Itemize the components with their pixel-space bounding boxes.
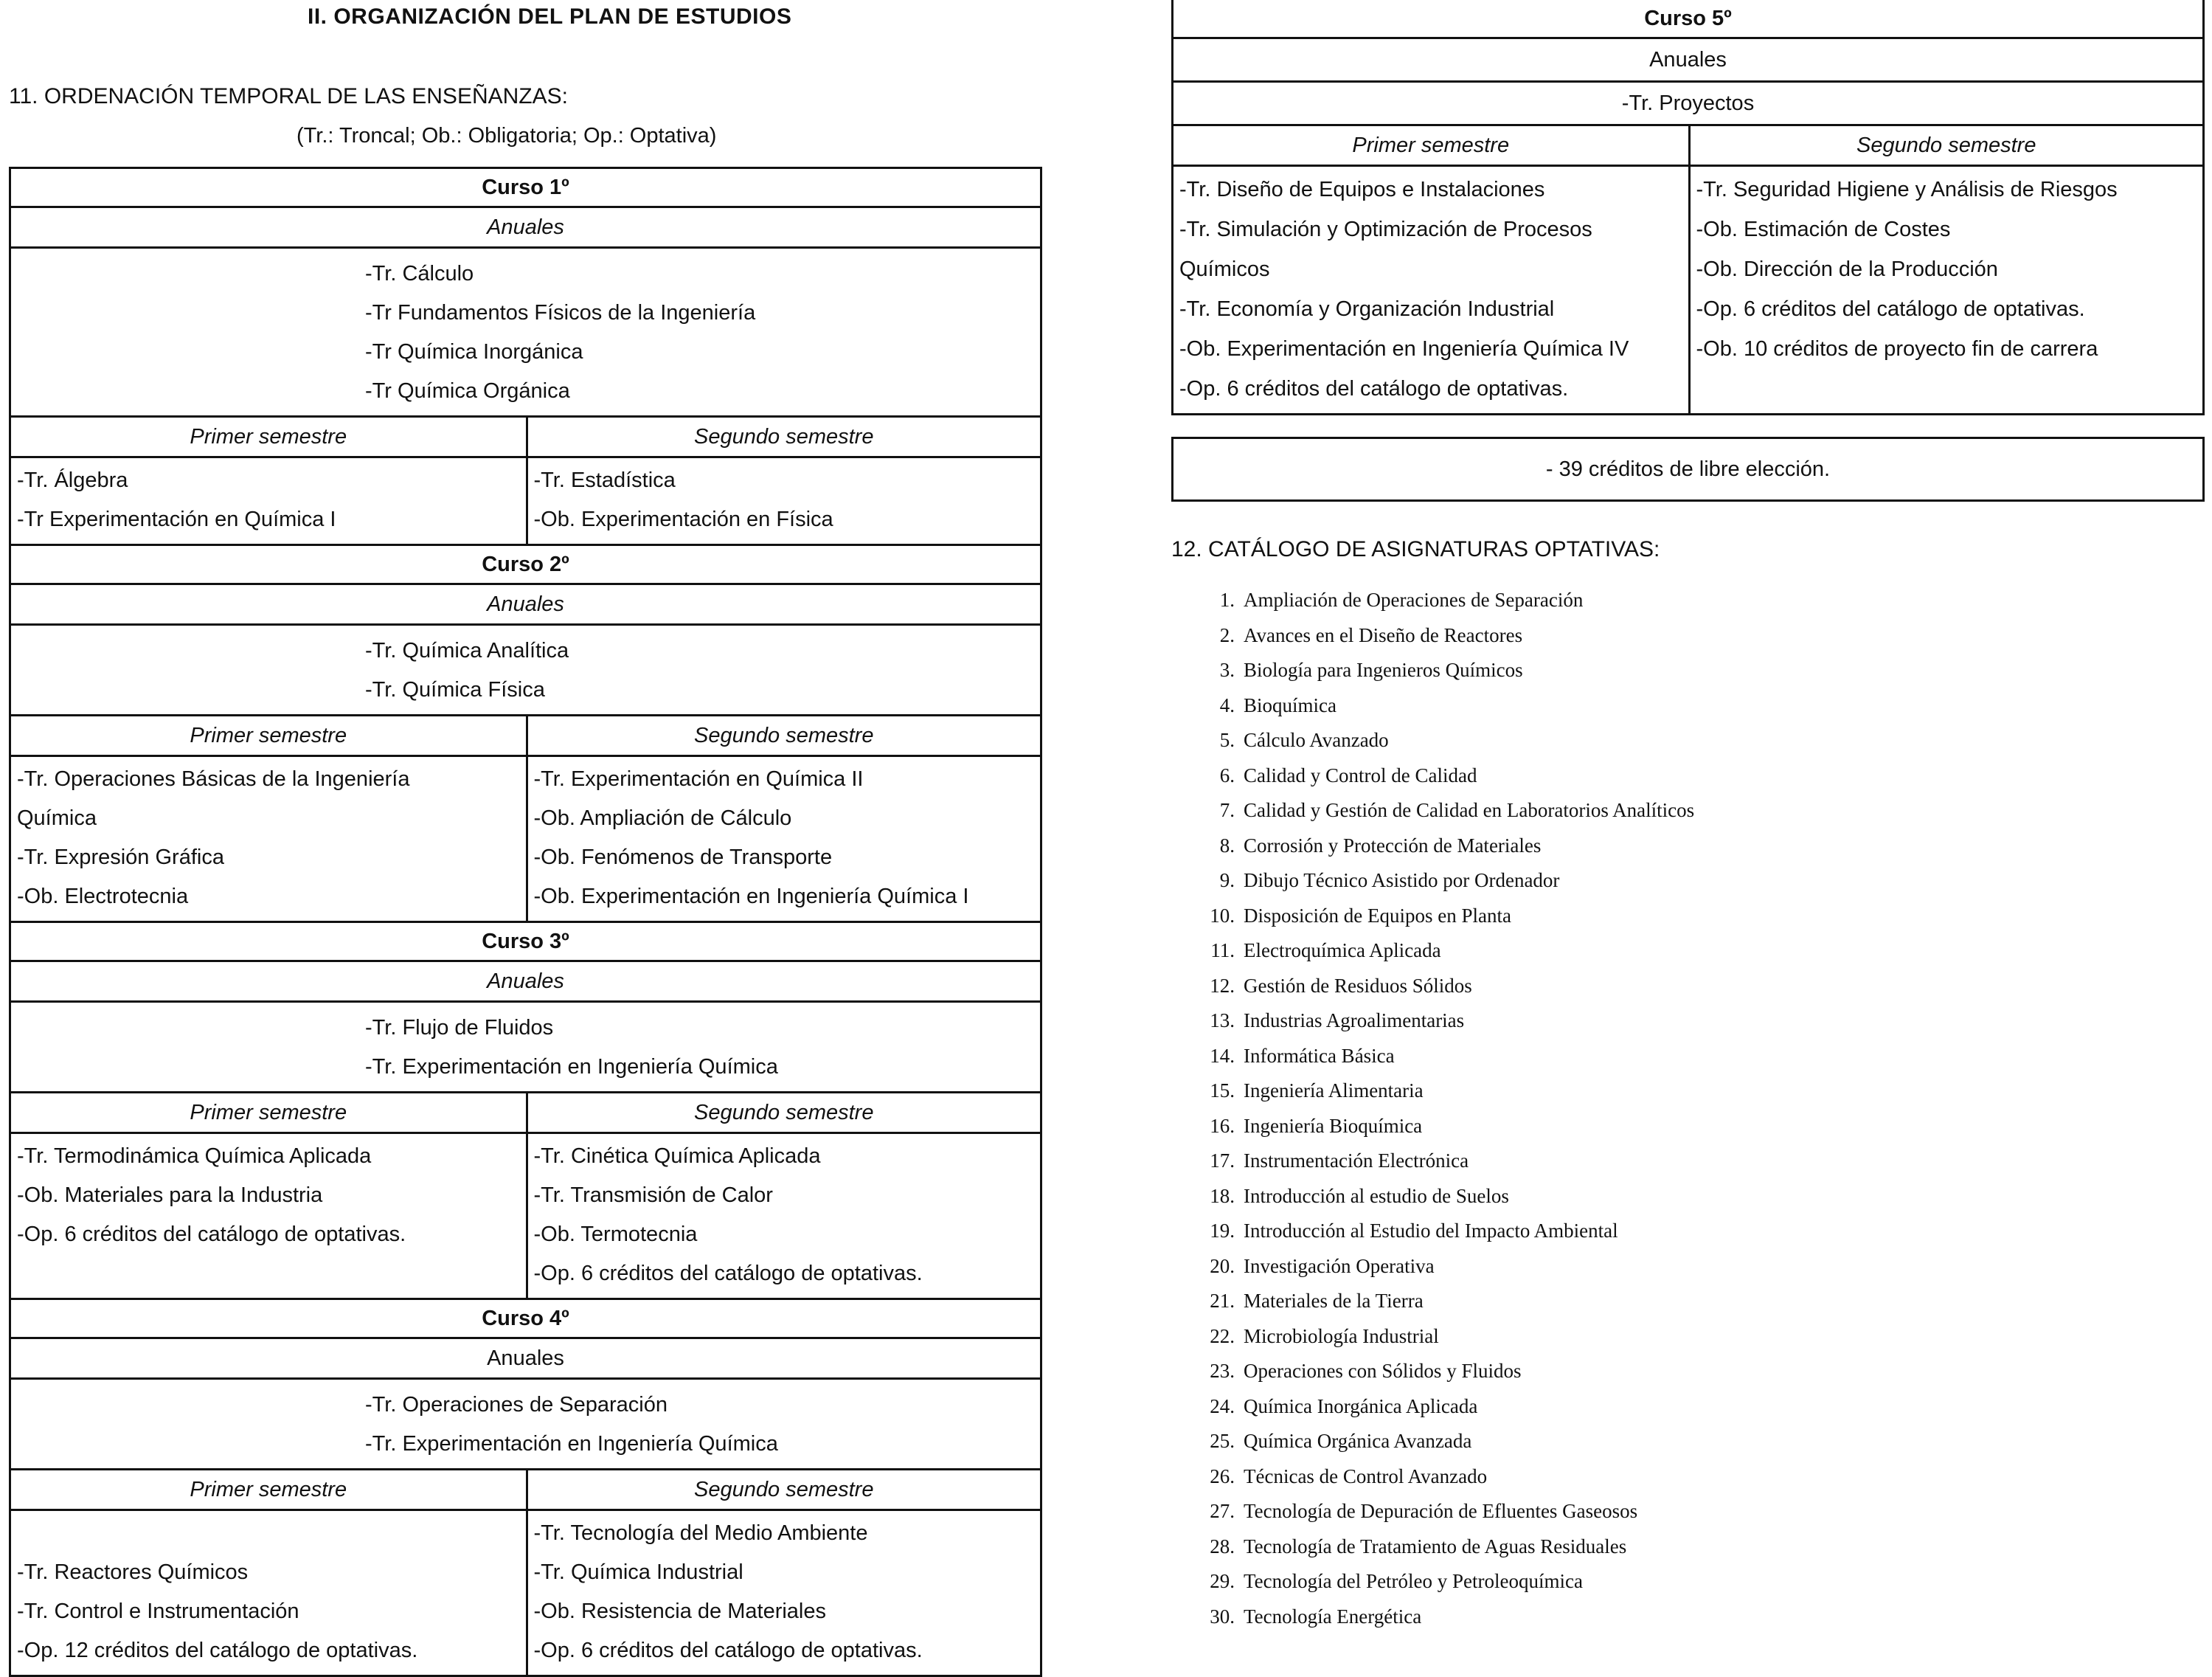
course-2-anuales-list xyxy=(11,626,1040,716)
list-item: -Ob. 10 créditos de proyecto fin de carrera xyxy=(1696,337,2098,361)
course-2-anuales-header: Anuales xyxy=(11,585,1040,626)
course-1-anuales-header: Anuales xyxy=(11,208,1040,249)
catalog-item-number: 24. xyxy=(1210,1394,1235,1417)
list-item: -Ob. Experimentación en Física xyxy=(533,508,833,531)
catalog-item xyxy=(1192,723,1694,758)
catalog-item-number: 15. xyxy=(1210,1079,1235,1102)
catalog-item xyxy=(1192,1529,1694,1565)
list-item: -Op. 6 créditos del catálogo de optativas. xyxy=(17,1223,406,1246)
catalog-item-title: Introducción al Estudio del Impacto Ambiental xyxy=(1244,1220,1618,1242)
catalog-item xyxy=(1192,1494,1694,1529)
catalog-item-title: Calidad y Control de Calidad xyxy=(1244,764,1477,786)
catalog-item-title: Industrias Agroalimentarias xyxy=(1244,1009,1465,1031)
list-item: Química xyxy=(17,806,97,830)
catalog-item-title: Avances en el Diseño de Reactores xyxy=(1244,623,1523,646)
list-item: -Op. 6 créditos del catálogo de optativas. xyxy=(1179,377,1569,401)
catalog-item-title: Introducción al estudio de Suelos xyxy=(1244,1184,1509,1207)
segundo-semestre-list xyxy=(526,757,1041,921)
segundo-semestre-list xyxy=(526,1511,1041,1675)
list-item: -Tr. Experimentación en Ingeniería Química xyxy=(365,1055,778,1079)
catalog-item xyxy=(1192,1564,1694,1600)
catalog-item-number: 10. xyxy=(1210,904,1235,927)
primer-semestre-list xyxy=(11,757,526,921)
catalog-item xyxy=(1192,1354,1694,1389)
catalog-item-title: Técnicas de Control Avanzado xyxy=(1244,1465,1488,1487)
catalog-item-title: Biología para Ingenieros Químicos xyxy=(1244,659,1523,681)
list-item: -Ob. Dirección de la Producción xyxy=(1696,257,1998,281)
catalog-item xyxy=(1192,969,1694,1004)
catalog-item-title: Operaciones con Sólidos y Fluidos xyxy=(1244,1360,1522,1382)
catalog-item-number: 5. xyxy=(1219,729,1235,751)
catalog-item-number: 22. xyxy=(1210,1324,1235,1347)
course-2-semester-body xyxy=(11,757,1040,923)
catalog-item xyxy=(1192,1109,1694,1144)
list-item: -Tr. Química Analítica xyxy=(365,639,569,663)
list-item: -Tr. Química Industrial xyxy=(533,1560,743,1584)
list-item: -Tr. Cinética Química Aplicada xyxy=(533,1144,821,1168)
primer-semestre-header: Primer semestre xyxy=(190,724,347,747)
catalog-item xyxy=(1192,1003,1694,1039)
catalog-item-number: 28. xyxy=(1210,1535,1235,1557)
catalog-item xyxy=(1192,1389,1694,1425)
catalog-item-title: Instrumentación Electrónica xyxy=(1244,1149,1469,1172)
list-item: -Tr. Seguridad Higiene y Análisis de Riesgos xyxy=(1696,178,2118,201)
course-5-title: Curso 5º xyxy=(1173,0,2202,39)
catalog-item-number: 1. xyxy=(1219,589,1235,611)
catalog-item xyxy=(1192,653,1694,688)
course-3-semester-header xyxy=(11,1093,1040,1134)
segundo-semestre-header: Segundo semestre xyxy=(1688,126,2203,165)
list-item: -Tr. Diseño de Equipos e Instalaciones xyxy=(1179,178,1545,201)
catalog-item-number: 29. xyxy=(1210,1570,1235,1592)
catalog-item-title: Ingeniería Alimentaria xyxy=(1244,1079,1424,1102)
catalog-item-title: Dibujo Técnico Asistido por Ordenador xyxy=(1244,869,1560,891)
catalog-item-title: Materiales de la Tierra xyxy=(1244,1290,1424,1312)
list-item: -Tr Experimentación en Química I xyxy=(17,508,336,531)
catalog-item-number: 3. xyxy=(1219,659,1235,681)
segundo-semestre-header: Segundo semestre xyxy=(526,418,1041,456)
primer-semestre-list xyxy=(11,1134,526,1298)
catalog-item-number: 2. xyxy=(1219,623,1235,646)
libre-eleccion-box: - 39 créditos de libre elección. xyxy=(1171,437,2205,502)
catalog-item-title: Tecnología de Tratamiento de Aguas Residuales xyxy=(1244,1535,1627,1557)
section-12-title: 12. CATÁLOGO DE ASIGNATURAS OPTATIVAS: xyxy=(1171,537,1660,561)
list-item: -Tr. Estadística xyxy=(533,468,676,492)
primer-semestre-list xyxy=(11,1511,526,1675)
list-item: -Tr. Operaciones Básicas de la Ingeniería xyxy=(17,767,410,791)
catalog-item-title: Microbiología Industrial xyxy=(1244,1324,1439,1347)
list-item: -Tr. Operaciones de Separación xyxy=(365,1393,668,1417)
catalog-item-title: Ingeniería Bioquímica xyxy=(1244,1114,1423,1137)
catalog-item xyxy=(1192,1284,1694,1319)
list-item: -Op. 6 créditos del catálogo de optativas. xyxy=(533,1262,923,1285)
catalog-item-number: 26. xyxy=(1210,1465,1235,1487)
list-item: -Tr. Simulación y Optimización de Procesos xyxy=(1179,218,1592,241)
catalog-item-title: Disposición de Equipos en Planta xyxy=(1244,904,1511,927)
catalog-item-title: Gestión de Residuos Sólidos xyxy=(1244,974,1472,997)
catalog-item-number: 7. xyxy=(1219,799,1235,821)
list-item: -Tr. Experimentación en Química II xyxy=(533,767,864,791)
course-5-anuales-header: Anuales xyxy=(1173,39,2202,83)
catalog-item-title: Química Orgánica Avanzada xyxy=(1244,1430,1472,1452)
catalog-item xyxy=(1192,1073,1694,1109)
catalog-item xyxy=(1192,1214,1694,1249)
catalog-item xyxy=(1192,618,1694,654)
list-item: -Ob. Estimación de Costes xyxy=(1696,218,1951,241)
list-item xyxy=(17,1514,526,1553)
optativas-catalog-list xyxy=(1192,583,1694,1634)
course-5-table xyxy=(1171,0,2205,415)
catalog-item-title: Química Inorgánica Aplicada xyxy=(1244,1394,1478,1417)
course-4-anuales-header: Anuales xyxy=(11,1339,1040,1380)
catalog-item-number: 6. xyxy=(1219,764,1235,786)
course-1-title: Curso 1º xyxy=(11,169,1040,208)
segundo-semestre-header: Segundo semestre xyxy=(526,716,1041,755)
catalog-item xyxy=(1192,1459,1694,1495)
course-3-anuales-list xyxy=(11,1003,1040,1093)
catalog-item-title: Calidad y Gestión de Calidad en Laboratorios Analíticos xyxy=(1244,799,1695,821)
course-4-title: Curso 4º xyxy=(11,1300,1040,1339)
catalog-item xyxy=(1192,1424,1694,1459)
course-3-title: Curso 3º xyxy=(11,923,1040,962)
course-1-semester-header xyxy=(11,418,1040,458)
catalog-item xyxy=(1192,863,1694,899)
catalog-item-number: 16. xyxy=(1210,1114,1235,1137)
course-3-semester-body xyxy=(11,1134,1040,1300)
catalog-item xyxy=(1192,758,1694,794)
primer-semestre-header: Primer semestre xyxy=(190,425,347,449)
primer-semestre-header: Primer semestre xyxy=(190,1478,347,1501)
catalog-item-title: Investigación Operativa xyxy=(1244,1254,1435,1277)
list-item: -Ob. Resistencia de Materiales xyxy=(533,1600,826,1623)
catalog-item-number: 19. xyxy=(1210,1220,1235,1242)
list-item: -Tr. Transmisión de Calor xyxy=(533,1183,773,1207)
catalog-item-number: 8. xyxy=(1219,834,1235,857)
list-item: -Op. 12 créditos del catálogo de optativas. xyxy=(17,1639,418,1662)
study-plan-table xyxy=(9,167,1042,1677)
catalog-item-title: Tecnología de Depuración de Efluentes Gaseosos xyxy=(1244,1500,1638,1522)
list-item: -Op. 6 créditos del catálogo de optativas. xyxy=(1696,297,2085,321)
catalog-item-title: Tecnología Energética xyxy=(1244,1605,1422,1628)
catalog-item xyxy=(1192,829,1694,864)
catalog-item xyxy=(1192,1249,1694,1284)
catalog-item xyxy=(1192,688,1694,724)
course-1-anuales-list xyxy=(11,249,1040,418)
list-item: -Ob. Termotecnia xyxy=(533,1223,698,1246)
catalog-item-number: 18. xyxy=(1210,1184,1235,1207)
catalog-item xyxy=(1192,899,1694,934)
catalog-item-number: 23. xyxy=(1210,1360,1235,1382)
list-item: -Ob. Ampliación de Cálculo xyxy=(533,806,792,830)
course-4-semester-header xyxy=(11,1470,1040,1511)
segundo-semestre-list xyxy=(1688,167,2203,413)
list-item: -Tr. Termodinámica Química Aplicada xyxy=(17,1144,372,1168)
page-title: II. ORGANIZACIÓN DEL PLAN DE ESTUDIOS xyxy=(308,4,792,29)
list-item: -Ob. Experimentación en Ingeniería Química I xyxy=(533,885,969,908)
catalog-item xyxy=(1192,933,1694,969)
list-item: -Tr Fundamentos Físicos de la Ingeniería xyxy=(365,301,756,325)
catalog-item-title: Cálculo Avanzado xyxy=(1244,729,1389,751)
course-4-anuales-list xyxy=(11,1380,1040,1470)
catalog-item-title: Informática Básica xyxy=(1244,1044,1395,1067)
list-item: -Tr. Economía y Organización Industrial xyxy=(1179,297,1555,321)
catalog-item-number: 21. xyxy=(1210,1290,1235,1312)
segundo-semestre-list xyxy=(526,1134,1041,1298)
primer-semestre-header: Primer semestre xyxy=(1352,134,1510,157)
catalog-item-number: 9. xyxy=(1219,869,1235,891)
catalog-item-number: 27. xyxy=(1210,1500,1235,1522)
list-item: -Tr. Experimentación en Ingeniería Química xyxy=(365,1432,778,1456)
list-item: -Tr. Flujo de Fluidos xyxy=(365,1016,554,1040)
catalog-item-title: Tecnología del Petróleo y Petroleoquímica xyxy=(1244,1570,1583,1592)
catalog-item-number: 17. xyxy=(1210,1149,1235,1172)
catalog-item-number: 30. xyxy=(1210,1605,1235,1628)
list-item: -Tr. Reactores Químicos xyxy=(17,1560,249,1584)
primer-semestre-header: Primer semestre xyxy=(190,1101,347,1124)
catalog-item-number: 20. xyxy=(1210,1254,1235,1277)
list-item: -Op. 6 créditos del catálogo de optativas. xyxy=(533,1639,923,1662)
segundo-semestre-header: Segundo semestre xyxy=(526,1470,1041,1509)
course-5-semester-header xyxy=(1173,126,2202,167)
catalog-item-number: 4. xyxy=(1219,694,1235,716)
primer-semestre-list xyxy=(1173,167,1688,413)
course-3-anuales-header: Anuales xyxy=(11,962,1040,1003)
list-item: -Ob. Electrotecnia xyxy=(17,885,189,908)
abbreviation-legend: (Tr.: Troncal; Ob.: Obligatoria; Op.: Optativa) xyxy=(297,124,717,148)
catalog-item xyxy=(1192,793,1694,829)
catalog-item xyxy=(1192,583,1694,618)
catalog-item xyxy=(1192,1319,1694,1355)
catalog-item-title: Bioquímica xyxy=(1244,694,1336,716)
catalog-item-title: Electroquímica Aplicada xyxy=(1244,939,1441,961)
course-4-semester-body xyxy=(11,1511,1040,1677)
list-item: Químicos xyxy=(1179,257,1270,281)
list-item: -Ob. Fenómenos de Transporte xyxy=(533,846,833,869)
course-5-semester-body xyxy=(1173,167,2202,413)
list-item: -Ob. Experimentación en Ingeniería Química IV xyxy=(1179,337,1629,361)
list-item: -Tr Química Inorgánica xyxy=(365,340,583,364)
list-item: -Tr. Expresión Gráfica xyxy=(17,846,224,869)
list-item: -Tr. Tecnología del Medio Ambiente xyxy=(533,1521,868,1545)
catalog-item-title: Corrosión y Protección de Materiales xyxy=(1244,834,1542,857)
catalog-item xyxy=(1192,1179,1694,1214)
catalog-item-number: 13. xyxy=(1210,1009,1235,1031)
primer-semestre-list xyxy=(11,458,526,544)
catalog-item-number: 25. xyxy=(1210,1430,1235,1452)
catalog-item-number: 14. xyxy=(1210,1044,1235,1067)
catalog-item xyxy=(1192,1144,1694,1179)
course-1-semester-body xyxy=(11,458,1040,546)
course-2-title: Curso 2º xyxy=(11,546,1040,585)
section-11-title: 11. ORDENACIÓN TEMPORAL DE LAS ENSEÑANZAS: xyxy=(9,84,568,108)
catalog-item-number: 12. xyxy=(1210,974,1235,997)
course-5-anuales-item: -Tr. Proyectos xyxy=(1173,83,2202,126)
catalog-item xyxy=(1192,1039,1694,1074)
list-item: -Tr. Química Física xyxy=(365,678,545,702)
list-item: -Tr. Álgebra xyxy=(17,468,128,492)
catalog-item-number: 11. xyxy=(1210,939,1235,961)
list-item: -Ob. Materiales para la Industria xyxy=(17,1183,323,1207)
list-item: -Tr. Cálculo xyxy=(365,262,474,286)
catalog-item-title: Ampliación de Operaciones de Separación xyxy=(1244,589,1584,611)
course-2-semester-header xyxy=(11,716,1040,757)
list-item: -Tr Química Orgánica xyxy=(365,379,570,403)
segundo-semestre-header: Segundo semestre xyxy=(526,1093,1041,1132)
segundo-semestre-list xyxy=(526,458,1041,544)
list-item: -Tr. Control e Instrumentación xyxy=(17,1600,299,1623)
